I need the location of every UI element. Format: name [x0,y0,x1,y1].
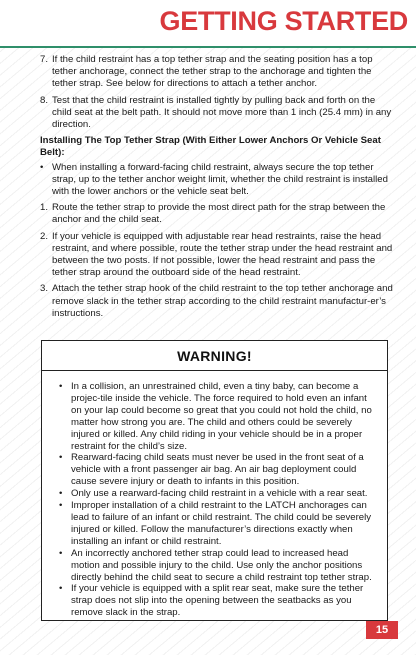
item-text: Improper installation of a child restraint to the LATCH anchorages can lead to failure of an infant or child restraint. The child could be severely injured or killed. Follow the manufacturer’s directions exactly when installing an infant or child restraint. [71,500,372,547]
page-number: 15 [366,621,398,639]
warning-item [59,488,377,500]
list-item [40,54,396,91]
warning-item [59,548,377,584]
item-text: In a collision, an unrestrained child, even a tiny baby, can become a projec-tile inside the vehicle. The force required to hold even an infant on your lap could become so great that you could not hold the child, no matter how strong you are. The child and others could be severely injured or killed. Any child riding in your vehicle should be in a proper restraint for the child’s size. [71,381,372,452]
list-item [40,231,396,280]
list-item [40,95,396,132]
item-text: If your vehicle is equipped with adjustable rear head restraints, raise the head restraint, and where possible, route the tether strap under the head restraint and between the two posts. If not possible, lower the head restraint and pass the tether strap around the outboard side of the head restraint. [52,230,393,279]
item-text: Route the tether strap to provide the most direct path for the strap between the anchor and the child seat. [52,202,386,226]
bullet: • [40,161,44,173]
item-number: 3. [40,283,49,295]
bullet: • [59,452,63,464]
item-text: If the child restraint has a top tether strap and the seating position has a top tether anchorage, connect the tether strap to the anchorage and tighten the tether strap. See below for directions to attach a tether anchor. [52,54,373,90]
item-text: Rearward-facing child seats must never be used in the front seat of a vehicle with a front passenger air bag. An air bag deployment could cause severe injury or death to infants in this position. [71,452,364,488]
warning-title: WARNING! [177,347,252,364]
item-text: If your vehicle is equipped with a split rear seat, make sure the tether strap does not slip into the opening between the seatbacks as you remove slack in the strap. [71,583,364,619]
warning-list [42,371,387,619]
warning-item [59,583,377,619]
warning-box [41,340,388,621]
bullet: • [59,488,63,500]
warning-item [59,381,377,452]
page-header [0,0,416,48]
main-content [40,54,396,324]
warning-item [59,452,377,488]
list-item [40,283,396,320]
bullet: • [59,500,63,512]
warning-header [42,341,387,371]
item-text: An incorrectly anchored tether strap could lead to increased head motion and possible injury to the child. Use only the anchor positions directly behind the child seat to secure a child restraint top tether strap. [71,547,372,583]
bullet: • [59,547,63,559]
warning-item [59,500,377,548]
bullet: • [59,381,63,392]
list-item [40,202,396,226]
item-number: 8. [40,94,49,106]
item-text: Test that the child restraint is installed tightly by pulling back and forth on the child seat at the belt path. It should not move more than 1 inch (25.4 mm) in any direction. [52,94,392,131]
list-item [40,162,396,199]
item-number: 7. [40,54,49,65]
page-title: GETTING STARTED [159,6,408,36]
item-text: Only use a rearward-facing child restraint in a vehicle with a rear seat. [71,488,368,500]
section-heading: Installing The Top Tether Strap (With Either Lower Anchors Or Vehicle Seat Belt): [40,135,381,159]
bullet: • [59,583,63,595]
item-text: Attach the tether strap hook of the child restraint to the top tether anchorage and remove slack in the tether strap according to the child restraint manufactur-er’s instructions. [52,283,393,319]
item-number: 1. [40,202,49,214]
item-text: When installing a forward-facing child restraint, always secure the top tether strap, up to the tether anchor weight limit, whether the child restraint is installed with the lower anchors or the vehicle seat belt. [52,161,388,198]
item-number: 2. [40,230,49,242]
